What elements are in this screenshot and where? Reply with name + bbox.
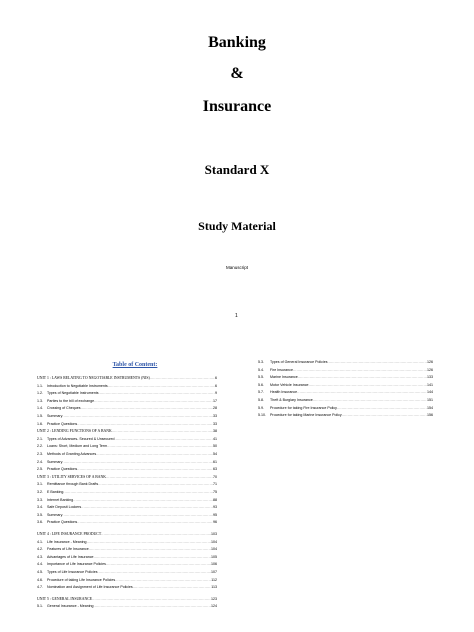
toc-entry-row[interactable] xyxy=(258,398,433,402)
toc-entry-label xyxy=(258,406,337,410)
cover-title-insurance: Insurance xyxy=(202,98,272,115)
toc-entry-row[interactable] xyxy=(37,604,217,608)
toc-entry-text: UNIT 1 : LAWS RELATING TO NEGOTIABLE INSTRUMENTS (NIS) xyxy=(37,376,150,380)
toc-entry-number: 5.10. xyxy=(258,413,266,418)
toc-entry-label xyxy=(37,547,89,551)
toc-page-number: 75 xyxy=(213,490,217,494)
toc-entry-row[interactable] xyxy=(37,578,217,582)
toc-dot-leader xyxy=(342,413,427,417)
toc-entry-text: Types of Advances- Secured & Unsecured xyxy=(47,436,115,441)
toc-entry-number: 5.6. xyxy=(258,382,264,387)
toc-entry-text: Importance of Life Insurance Policies xyxy=(47,562,106,567)
toc-page-number: 123 xyxy=(211,596,217,601)
toc-entry-text: Features of Life Insurance xyxy=(47,547,89,552)
toc-entry-number: 3.2. xyxy=(37,490,43,494)
toc-entry-row[interactable] xyxy=(37,540,217,544)
toc-dot-leader xyxy=(112,429,213,433)
toc-page-number: 93 xyxy=(213,505,217,510)
toc-page-number: 70 xyxy=(213,474,217,479)
toc-entry-number: 5.5. xyxy=(258,375,264,380)
toc-entry-label xyxy=(37,460,62,464)
toc-dot-leader xyxy=(101,532,211,536)
toc-dot-leader xyxy=(309,383,427,387)
page-number: 1 xyxy=(235,313,238,319)
toc-entry-label xyxy=(258,390,297,394)
toc-entry-text: Safe Deposit Lockers xyxy=(47,505,82,510)
toc-entry-text: Nomination and Assignment of Life Insurance Policies xyxy=(47,585,133,590)
cover-manuscript: Manuscript xyxy=(225,265,248,270)
toc-entry-text: E Banking xyxy=(47,490,64,494)
toc-entry-label xyxy=(37,585,133,589)
toc-page-number: 96 xyxy=(213,520,217,525)
toc-entry-number: 3.3. xyxy=(37,497,43,502)
toc-entry-number: 2.2. xyxy=(37,444,43,449)
toc-entry-text: Practice Questions xyxy=(47,520,78,525)
toc-page-number: 6 xyxy=(215,376,217,380)
toc-dot-leader xyxy=(77,422,213,426)
toc-page-number: 50 xyxy=(213,444,217,449)
toc-entry-label xyxy=(37,467,77,471)
table-of-contents-page xyxy=(0,338,474,632)
toc-dot-leader xyxy=(98,482,213,486)
toc-entry-text: Procedure of taking Life Insurance Policies xyxy=(47,577,116,582)
toc-page-number: 106 xyxy=(211,562,217,567)
toc-dot-leader xyxy=(94,555,211,559)
toc-dot-leader xyxy=(337,406,427,410)
toc-entry-row[interactable] xyxy=(37,391,217,395)
toc-entry-label xyxy=(37,513,62,517)
toc-dot-leader xyxy=(94,399,213,403)
toc-page-number: 38 xyxy=(213,429,217,434)
toc-entry-text: Fire Insurance xyxy=(270,367,293,372)
toc-dot-leader xyxy=(328,360,427,364)
toc-page-number: 28 xyxy=(213,406,217,411)
toc-entry-label xyxy=(37,384,108,388)
toc-entry-row[interactable] xyxy=(37,384,217,388)
toc-entry-label xyxy=(37,520,77,524)
toc-entry-number: 4.3. xyxy=(37,554,43,559)
toc-dot-leader xyxy=(89,547,211,551)
toc-entry-text: Practice Questions xyxy=(47,467,78,472)
toc-entry-text: Methods of Granting Advances xyxy=(47,452,97,456)
toc-entry-number: 5.9. xyxy=(258,405,264,410)
toc-entry-number: 3.5. xyxy=(37,512,43,517)
toc-entry-text: UNIT 2 : LENDING FUNCTIONS OF A BANK xyxy=(37,429,112,434)
toc-entry-label xyxy=(37,399,94,403)
toc-entry-text: Parties to the bill of exchange xyxy=(47,398,95,403)
toc-entry-number: 4.5. xyxy=(37,570,43,574)
toc-entry-number: 1.3. xyxy=(37,398,43,403)
toc-entry-number: 2.3. xyxy=(37,452,43,456)
toc-entry-label xyxy=(258,368,293,372)
toc-page-number: 103 xyxy=(211,532,217,536)
toc-page-number: 33 xyxy=(213,414,217,418)
toc-page-number: 33 xyxy=(213,421,217,426)
toc-page-number: 17 xyxy=(213,398,217,403)
toc-dot-leader xyxy=(313,398,427,402)
toc-entry-label xyxy=(37,429,112,433)
toc-entry-text: Remittance through Bank Drafts xyxy=(47,482,99,487)
toc-dot-leader xyxy=(106,562,211,566)
toc-entry-text: Procedure for taking Marine Insurance Policy xyxy=(270,413,342,418)
toc-entry-row[interactable] xyxy=(258,390,433,394)
toc-page-number: 105 xyxy=(211,554,217,559)
toc-dot-leader xyxy=(77,520,213,524)
toc-entry-label xyxy=(258,383,309,387)
toc-entry-number: 4.4. xyxy=(37,562,43,567)
toc-page-number: 63 xyxy=(213,467,217,472)
toc-dot-leader xyxy=(298,375,427,379)
toc-dot-leader xyxy=(94,604,211,608)
toc-unit-row[interactable] xyxy=(37,597,217,601)
toc-entry-text: Procedure for taking Fire Insurance Policy xyxy=(270,405,337,410)
toc-entry-text: General Insurance - Meaning xyxy=(47,604,94,609)
toc-entry-text: Advantages of Life Insurance xyxy=(47,554,94,559)
toc-dot-leader xyxy=(81,406,213,410)
toc-entry-row[interactable] xyxy=(37,399,217,403)
toc-page-number: 154 xyxy=(427,405,433,410)
toc-entry-number: 1.5. xyxy=(37,414,43,418)
toc-entry-number: 4.6. xyxy=(37,577,43,582)
cover-title-ampersand: & xyxy=(230,65,244,82)
toc-page-number: 107 xyxy=(211,570,217,574)
cover-study-material: Study Material xyxy=(198,219,276,233)
toc-entry-row[interactable] xyxy=(37,460,217,464)
toc-entry-label xyxy=(37,570,98,574)
toc-page-number: 113 xyxy=(211,585,217,590)
toc-dot-leader xyxy=(98,570,211,574)
toc-page-number: 104 xyxy=(211,547,217,552)
toc-dot-leader xyxy=(62,414,213,418)
toc-page-number: 61 xyxy=(213,459,217,464)
toc-entry-label xyxy=(37,482,98,486)
toc-entry-text: Summary xyxy=(47,459,63,464)
toc-entry-row[interactable] xyxy=(258,360,433,364)
toc-entry-row[interactable] xyxy=(37,520,217,524)
toc-page-number: 41 xyxy=(213,436,217,441)
toc-entry-row[interactable] xyxy=(37,482,217,486)
toc-page-number: 133 xyxy=(427,375,433,380)
toc-dot-leader xyxy=(99,391,215,395)
toc-entry-text: UNIT 3 : UTILITY SERVICES OF A BANK xyxy=(37,474,106,479)
toc-dot-leader xyxy=(81,505,213,509)
toc-entry-label xyxy=(37,422,77,426)
toc-entry-row[interactable] xyxy=(258,383,433,387)
toc-entry-text: Marine Insurance xyxy=(270,375,298,380)
toc-entry-text: Types of Negotiable Instruments xyxy=(47,391,99,396)
toc-dot-leader xyxy=(107,444,213,448)
toc-entry-number: 3.1. xyxy=(37,482,43,487)
toc-entry-text: Types of Life Insurance Policies xyxy=(47,570,98,574)
toc-entry-label xyxy=(258,398,313,402)
toc-entry-text: Practice Questions xyxy=(47,421,78,426)
toc-entry-row[interactable] xyxy=(258,406,433,410)
toc-dot-leader xyxy=(62,513,213,517)
toc-dot-leader xyxy=(63,490,213,494)
toc-entry-label xyxy=(37,498,73,502)
toc-entry-row[interactable] xyxy=(37,570,217,574)
toc-entry-number: 1.4. xyxy=(37,406,43,411)
toc-entry-text: Loans: Short, Medium and Long Term xyxy=(47,444,108,449)
toc-entry-number: 5.8. xyxy=(258,398,264,402)
toc-entry-label xyxy=(37,578,115,582)
toc-entry-number: 2.5. xyxy=(37,467,43,472)
toc-entry-label xyxy=(37,475,106,479)
toc-entry-row[interactable] xyxy=(37,513,217,517)
toc-entry-row[interactable] xyxy=(37,444,217,448)
toc-dot-leader xyxy=(115,578,211,582)
toc-page-number: 54 xyxy=(213,452,217,456)
toc-unit-row[interactable] xyxy=(37,429,217,433)
toc-page-number: 126 xyxy=(427,360,433,364)
toc-dot-leader xyxy=(150,376,215,380)
toc-title: Table of Content: xyxy=(112,362,158,368)
toc-entry-row[interactable] xyxy=(37,585,217,589)
toc-entry-label xyxy=(37,452,96,456)
toc-entry-number: 5.3. xyxy=(258,360,264,364)
toc-entry-text: Types of General Insurance Policies xyxy=(270,360,328,364)
toc-dot-leader xyxy=(108,384,215,388)
toc-page-number: 104 xyxy=(211,539,217,544)
toc-entry-text: Introduction to Negotiable Instruments xyxy=(47,383,108,388)
toc-entry-row[interactable] xyxy=(37,467,217,471)
toc-page-number: 88 xyxy=(213,497,217,502)
toc-dot-leader xyxy=(62,460,213,464)
toc-page-number: 6 xyxy=(215,383,217,388)
toc-entry-number: 5.1. xyxy=(37,604,43,609)
toc-page-number: 156 xyxy=(427,413,433,418)
toc-dot-leader xyxy=(293,368,427,372)
toc-page-number: 95 xyxy=(213,512,217,517)
toc-entry-text: Health Insurance xyxy=(270,390,298,395)
toc-entry-label xyxy=(37,437,115,441)
toc-entry-row[interactable] xyxy=(258,375,433,379)
toc-entry-label xyxy=(37,505,81,509)
toc-page-number: 141 xyxy=(427,382,433,387)
toc-entry-label xyxy=(37,406,81,410)
toc-entry-label xyxy=(37,562,106,566)
toc-unit-row[interactable] xyxy=(37,532,217,536)
toc-entry-row[interactable] xyxy=(37,505,217,509)
toc-dot-leader xyxy=(133,585,212,589)
cover-title-banking: Banking xyxy=(208,34,266,51)
toc-dot-leader xyxy=(92,597,211,601)
toc-entry-text: Crossing of Cheques xyxy=(47,406,81,411)
toc-entry-number: 4.7. xyxy=(37,585,43,590)
toc-entry-row[interactable] xyxy=(37,437,217,441)
toc-unit-row[interactable] xyxy=(37,475,217,479)
toc-entry-number: 2.4. xyxy=(37,459,43,464)
toc-entry-row[interactable] xyxy=(37,422,217,426)
toc-entry-number: 5.4. xyxy=(258,367,264,372)
toc-dot-leader xyxy=(77,467,213,471)
toc-dot-leader xyxy=(297,390,427,394)
toc-entry-text: UNIT 4 : LIFE INSURANCE PRODUCT xyxy=(37,532,102,536)
toc-dot-leader xyxy=(96,452,213,456)
toc-page-number: 151 xyxy=(427,398,433,402)
toc-entry-label xyxy=(37,391,99,395)
toc-entry-label xyxy=(37,597,92,601)
toc-entry-row[interactable] xyxy=(37,498,217,502)
toc-entry-label xyxy=(37,414,62,418)
toc-dot-leader xyxy=(73,498,213,502)
toc-page-number: 124 xyxy=(211,604,217,609)
toc-entry-row[interactable] xyxy=(37,490,217,494)
toc-page-number: 112 xyxy=(211,577,217,582)
toc-page-number: 144 xyxy=(427,390,433,395)
toc-entry-number: 1.6. xyxy=(37,421,43,426)
toc-entry-text: Summary xyxy=(47,512,63,517)
toc-entry-number: 1.2. xyxy=(37,391,43,396)
toc-entry-number: 2.1. xyxy=(37,436,43,441)
cover-standard: Standard X xyxy=(204,162,270,177)
toc-dot-leader xyxy=(106,475,213,479)
toc-page-number: 71 xyxy=(213,482,217,487)
toc-entry-number: 5.7. xyxy=(258,390,264,395)
toc-entry-number: 1.1. xyxy=(37,383,43,388)
toc-dot-leader xyxy=(87,540,211,544)
toc-entry-row[interactable] xyxy=(37,547,217,551)
toc-entry-text: Theft & Burglary Insurance xyxy=(270,398,313,402)
toc-entry-row[interactable] xyxy=(37,406,217,410)
toc-entry-label xyxy=(37,540,87,544)
toc-entry-row[interactable] xyxy=(37,562,217,566)
toc-entry-label xyxy=(37,532,101,536)
toc-entry-label xyxy=(37,376,150,380)
toc-entry-row[interactable] xyxy=(37,555,217,559)
toc-entry-text: UNIT 5 : GENERAL INSURANCE xyxy=(37,596,93,601)
toc-unit-row[interactable] xyxy=(37,376,217,380)
toc-entry-row[interactable] xyxy=(37,414,217,418)
toc-page-number: 126 xyxy=(427,367,433,372)
toc-entry-number: 4.2. xyxy=(37,547,43,552)
toc-entry-row[interactable] xyxy=(258,368,433,372)
toc-entry-label xyxy=(258,360,328,364)
toc-entry-row[interactable] xyxy=(258,413,433,417)
toc-entry-label xyxy=(37,604,94,608)
toc-entry-text: Life Insurance - Meaning xyxy=(47,539,87,544)
toc-page-number: 9 xyxy=(215,391,217,396)
toc-entry-number: 3.6. xyxy=(37,520,43,525)
toc-entry-text: Summary xyxy=(47,414,63,418)
toc-entry-text: Internet Banking xyxy=(47,497,74,502)
toc-entry-label xyxy=(37,555,94,559)
toc-entry-label xyxy=(258,375,298,379)
toc-entry-text: Motor Vehicle Insurance xyxy=(270,382,309,387)
toc-entry-row[interactable] xyxy=(37,452,217,456)
toc-entry-label xyxy=(37,444,107,448)
toc-entry-label xyxy=(258,413,342,417)
toc-entry-number: 3.4. xyxy=(37,505,43,510)
toc-entry-label xyxy=(37,490,63,494)
toc-dot-leader xyxy=(115,437,213,441)
toc-entry-number: 4.1. xyxy=(37,539,43,544)
